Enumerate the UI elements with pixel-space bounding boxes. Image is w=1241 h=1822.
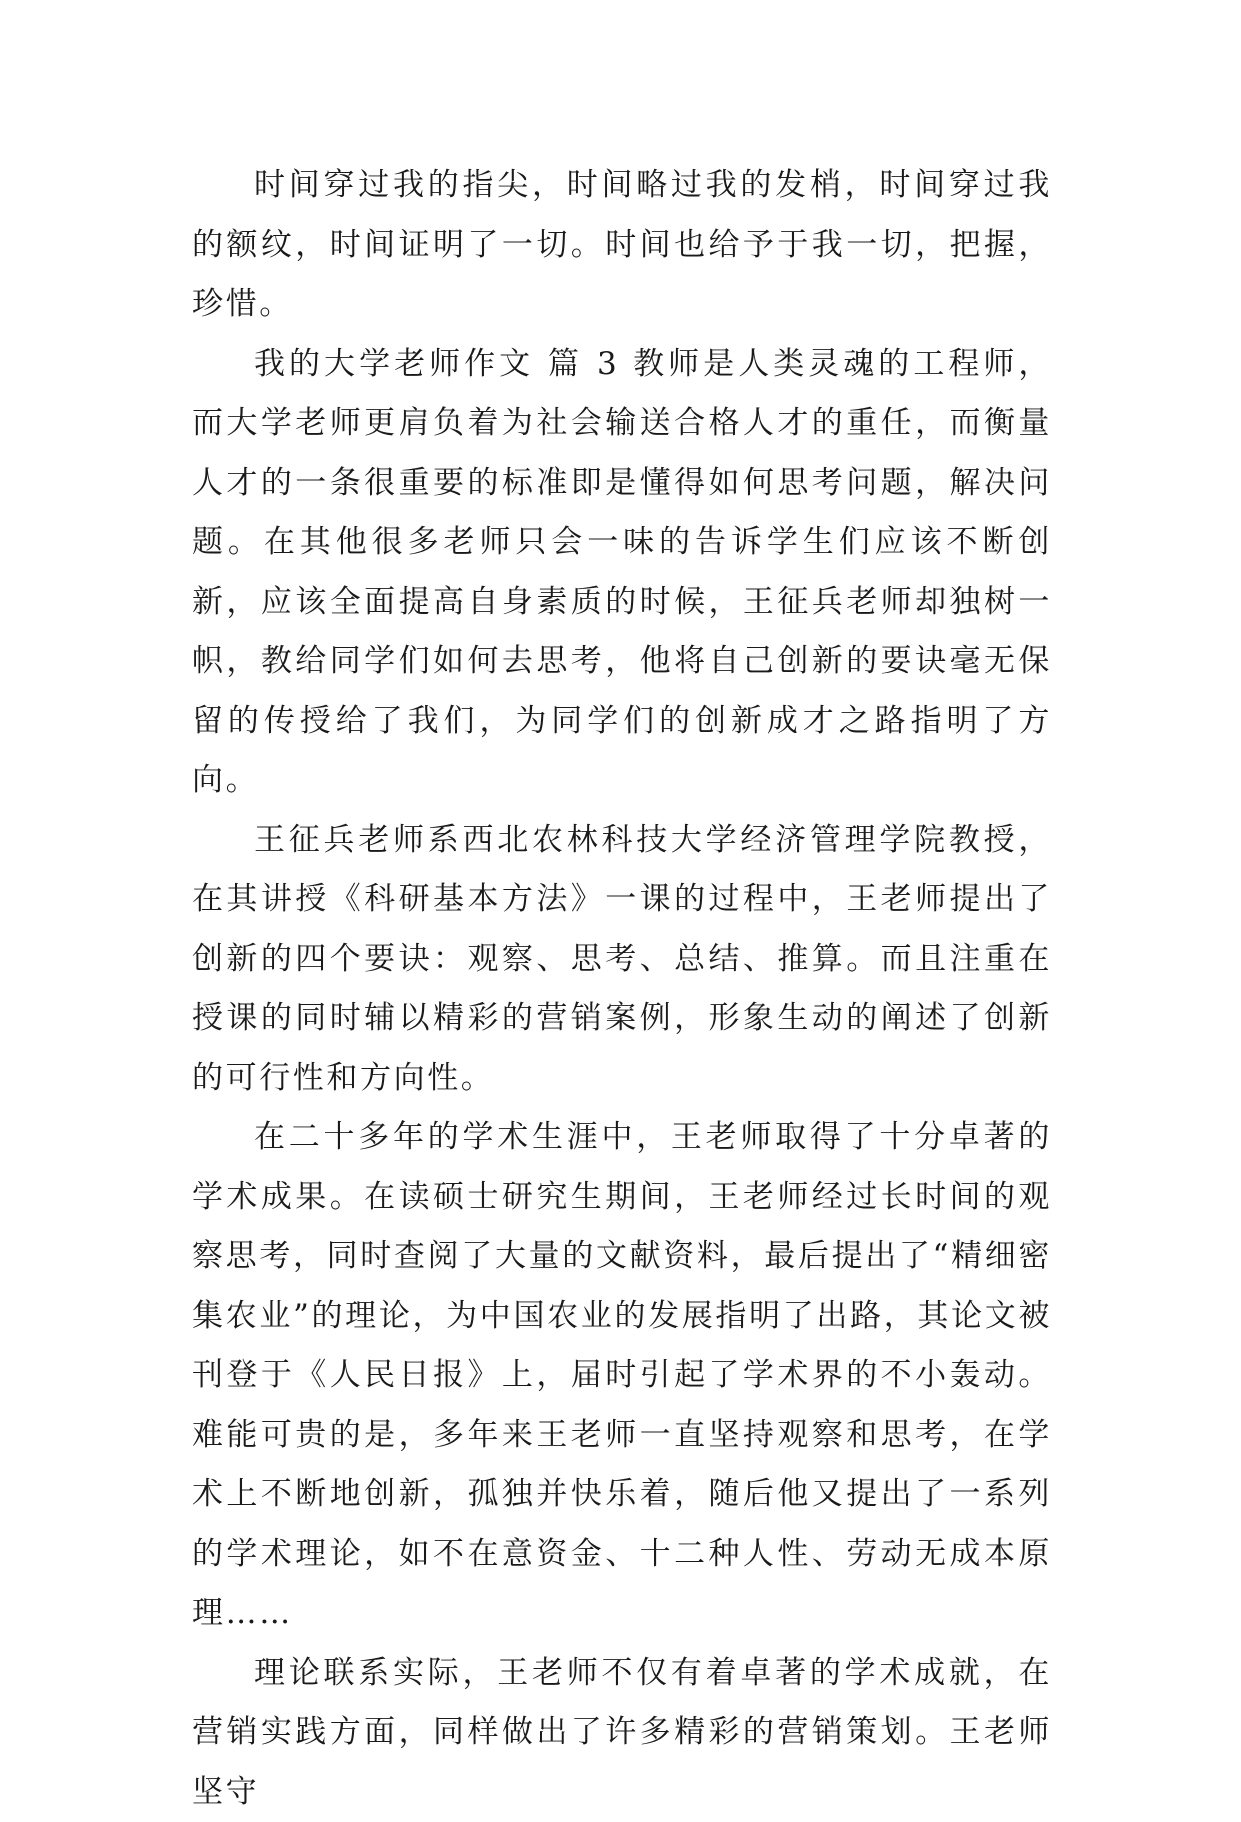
paragraph-essay-intro: 我的大学老师作文 篇 3 教师是人类灵魂的工程师，而大学老师更肩负着为社会输送合格人才的重任，而衡量人才的一条很重要的标准即是懂得如何思考问题，解决问题。在其他很多老师只会一味的告诉学生们应该不断创新，应该全面提高自身素质的时候，王征兵老师却独树一帜，教给同学们如何去思考，他将自己创新的要诀毫无保留的传授给了我们，为同学们的创新成才之路指明了方向。 bbox=[192, 335, 1052, 811]
document-body bbox=[192, 156, 1052, 1822]
paragraph-time: 时间穿过我的指尖，时间略过我的发梢，时间穿过我的额纹，时间证明了一切。时间也给予于我一切，把握，珍惜。 bbox=[192, 156, 1052, 335]
paragraph-professor-intro: 王征兵老师系西北农林科技大学经济管理学院教授，在其讲授《科研基本方法》一课的过程中，王老师提出了创新的四个要诀：观察、思考、总结、推算。而且注重在授课的同时辅以精彩的营销案例，形象生动的阐述了创新的可行性和方向性。 bbox=[192, 811, 1052, 1109]
paragraph-academic-career: 在二十多年的学术生涯中，王老师取得了十分卓著的学术成果。在读硕士研究生期间，王老师经过长时间的观察思考，同时查阅了大量的文献资料，最后提出了“精细密集农业”的理论，为中国农业的发展指明了出路，其论文被刊登于《人民日报》上，届时引起了学术界的不小轰动。难能可贵的是，多年来王老师一直坚持观察和思考，在学术上不断地创新，孤独并快乐着，随后他又提出了一系列的学术理论，如不在意资金、十二种人性、劳动无成本原理…… bbox=[192, 1108, 1052, 1644]
paragraph-practice: 理论联系实际，王老师不仅有着卓著的学术成就，在营销实践方面，同样做出了许多精彩的营销策划。王老师坚守 bbox=[192, 1644, 1052, 1822]
